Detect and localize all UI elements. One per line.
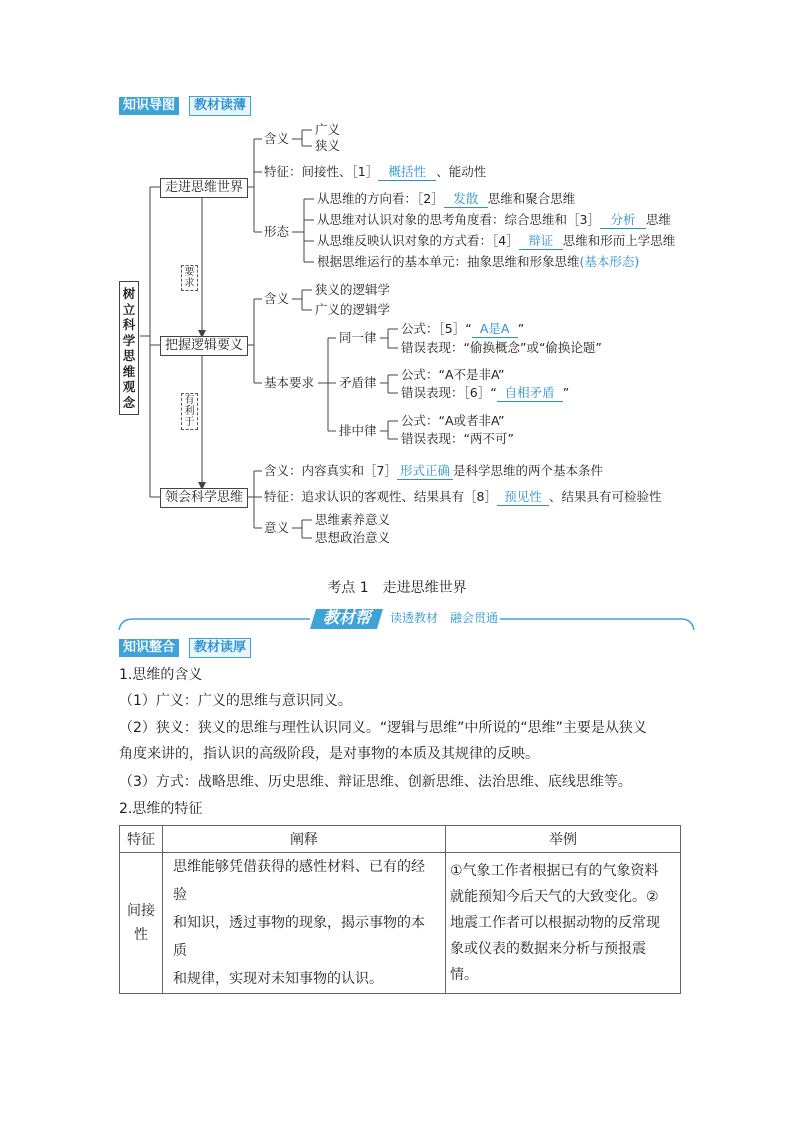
- table-cell-example: [446, 853, 681, 994]
- explain-line-2: 和知识，透过事物的现象，揭示事物的本质: [173, 915, 425, 959]
- branch-node-scientific-thinking: 领会科学思维: [160, 488, 248, 508]
- answer-7: 形式正确: [397, 463, 453, 480]
- b1-feature-suffix: 、能动性: [436, 164, 487, 179]
- explain-line-1: 思维能够凭借获得的感性材料、已有的经验: [173, 859, 425, 903]
- b3-meaning-prefix: 含义：内容真实和［7］: [264, 463, 397, 478]
- table-row: [120, 853, 681, 994]
- law-contradiction-error-prefix: 错误表现：［6］“: [401, 385, 497, 400]
- para-methods: （3）方式：战略思维、历史思维、辩证思维、创新思维、法治思维、底线思维等。: [119, 774, 632, 790]
- mindmap-tag: 知识导图: [119, 97, 179, 115]
- b3-feature-suffix: 、结果具有可检验性: [548, 489, 662, 504]
- b3-meaning-line: [264, 463, 603, 480]
- mindmap-subtag: 教材读薄: [189, 96, 251, 116]
- banner-slogan: 读透教材 融会贯通: [390, 611, 499, 625]
- table-header-row: [120, 826, 681, 853]
- table-header-feature: 特征: [120, 826, 163, 853]
- b1-form-line-4-prefix: 根据思维运行的基本单元：抽象思维和形象思维: [317, 254, 580, 269]
- b1-form-line-2-prefix: 从思维对认识对象的思考角度看：综合思维和［3］: [317, 212, 600, 227]
- link-label-beneficial: 有利于: [181, 393, 198, 430]
- b3-feature-line: [264, 489, 661, 506]
- b1-feature-prefix: 特征：间接性、［1］: [264, 164, 379, 179]
- branch-node-logic: 把握逻辑要义: [160, 336, 248, 356]
- b3-significance-label: 意义: [264, 520, 290, 535]
- b1-form-line-2-suffix: 思维: [645, 212, 671, 227]
- table-cell-explain: [163, 853, 446, 994]
- answer-8: 预见性: [497, 489, 549, 506]
- answer-2: 发散: [444, 191, 488, 208]
- example-line-5: 情。: [450, 967, 478, 983]
- b2-meaning-broad: 广义的逻辑学: [315, 302, 391, 317]
- b1-meaning-narrow: 狭义: [315, 138, 341, 153]
- b3-feature-prefix: 特征：追求认识的客观性、结果具有［8］: [264, 489, 497, 504]
- b1-form-label: 形态: [264, 224, 290, 239]
- heading-features: 2.思维的特征: [119, 801, 203, 817]
- law-excluded-middle: 排中律: [339, 423, 377, 438]
- b1-feature-line: [264, 164, 486, 181]
- answer-4: 辩证: [519, 233, 563, 250]
- b1-form-line-1-suffix: 思维和聚合思维: [487, 191, 576, 206]
- law-identity: 同一律: [339, 330, 377, 345]
- law-contradiction: 矛盾律: [339, 375, 377, 390]
- answer-6: 自相矛盾: [497, 385, 563, 402]
- integration-subtag: 教材读厚: [189, 638, 251, 658]
- features-table: [119, 825, 681, 994]
- law-identity-formula-prefix: 公式：［5］“: [401, 321, 472, 336]
- table-header-example: 举例: [446, 826, 681, 853]
- b3-significance-1: 思维素养意义: [315, 512, 391, 527]
- law-identity-error: 错误表现：“偷换概念”或“偷换论题”: [401, 340, 602, 355]
- b2-meaning-label: 含义: [264, 291, 290, 306]
- integration-tag: 知识整合: [119, 639, 179, 657]
- b1-form-line-4-note: (基本形态): [579, 254, 640, 269]
- example-line-1: ①气象工作者根据已有的气象资料: [450, 863, 659, 879]
- answer-1: 概括性: [378, 164, 436, 181]
- law-contradiction-error-suffix: ”: [562, 385, 570, 400]
- law-excluded-middle-error: 错误表现：“两不可”: [401, 431, 514, 446]
- law-excluded-middle-formula: 公式：“A或者非A”: [401, 413, 505, 428]
- b3-significance-2: 思想政治意义: [315, 530, 391, 545]
- link-label-requirement: 要求: [181, 265, 198, 291]
- b3-meaning-suffix: 是科学思维的两个基本条件: [452, 463, 603, 478]
- law-contradiction-error: [401, 385, 569, 402]
- b1-form-line-3: [317, 233, 675, 250]
- para-narrow-1: （2）狭义：狭义的思维与理性认识同义。“逻辑与思维”中所说的“思维”主要是从狭义: [119, 720, 647, 736]
- b2-meaning-narrow: 狭义的逻辑学: [315, 282, 391, 297]
- explain-line-3: 和规律，实现对未知事物的认识。: [173, 971, 383, 987]
- para-narrow-2: 角度来讲的，指认识的高级阶段，是对事物的本质及其规律的反映。: [119, 746, 539, 762]
- b1-form-line-3-prefix: 从思维反映认识对象的方式看：［4］: [317, 233, 519, 248]
- heading-meaning: 1.思维的含义: [119, 667, 203, 683]
- banner-brand: 教材帮: [322, 608, 371, 627]
- b1-meaning-broad: 广义: [315, 122, 341, 137]
- answer-5: A是A: [472, 321, 518, 338]
- para-broad: （1）广义：广义的思维与意识同义。: [119, 693, 352, 709]
- b1-form-line-1: [317, 191, 575, 208]
- b2-basic-label: 基本要求: [264, 375, 315, 390]
- section-title: 考点 1 走进思维世界: [327, 580, 467, 596]
- table-header-explain: 阐释: [163, 826, 446, 853]
- table-cell-feature: [120, 853, 163, 994]
- law-identity-formula: [401, 321, 524, 338]
- b1-form-line-1-prefix: 从思维的方向看：［2］: [317, 191, 444, 206]
- answer-3: 分析: [600, 212, 646, 229]
- mindmap-root: [119, 281, 139, 415]
- example-line-4: 象或仪表的数据来分析与预报震: [450, 941, 646, 957]
- b1-form-line-2: [317, 212, 671, 229]
- b1-form-line-4: [317, 254, 639, 270]
- example-line-3: 地震工作者可以根据动物的反常现: [450, 915, 660, 931]
- branch-node-thinking-world: 走进思维世界: [160, 178, 248, 198]
- table-cell-feature-text: 间接性: [127, 903, 155, 943]
- b1-meaning-label: 含义: [264, 131, 290, 146]
- law-identity-formula-suffix: ”: [517, 321, 525, 336]
- mindmap-root-label: 树立科学思维观念: [122, 286, 136, 410]
- law-contradiction-formula: 公式：“A不是非A”: [401, 367, 505, 382]
- example-line-2: 就能预知今后天气的大致变化。②: [450, 889, 659, 905]
- b1-form-line-3-suffix: 思维和形而上学思维: [562, 233, 676, 248]
